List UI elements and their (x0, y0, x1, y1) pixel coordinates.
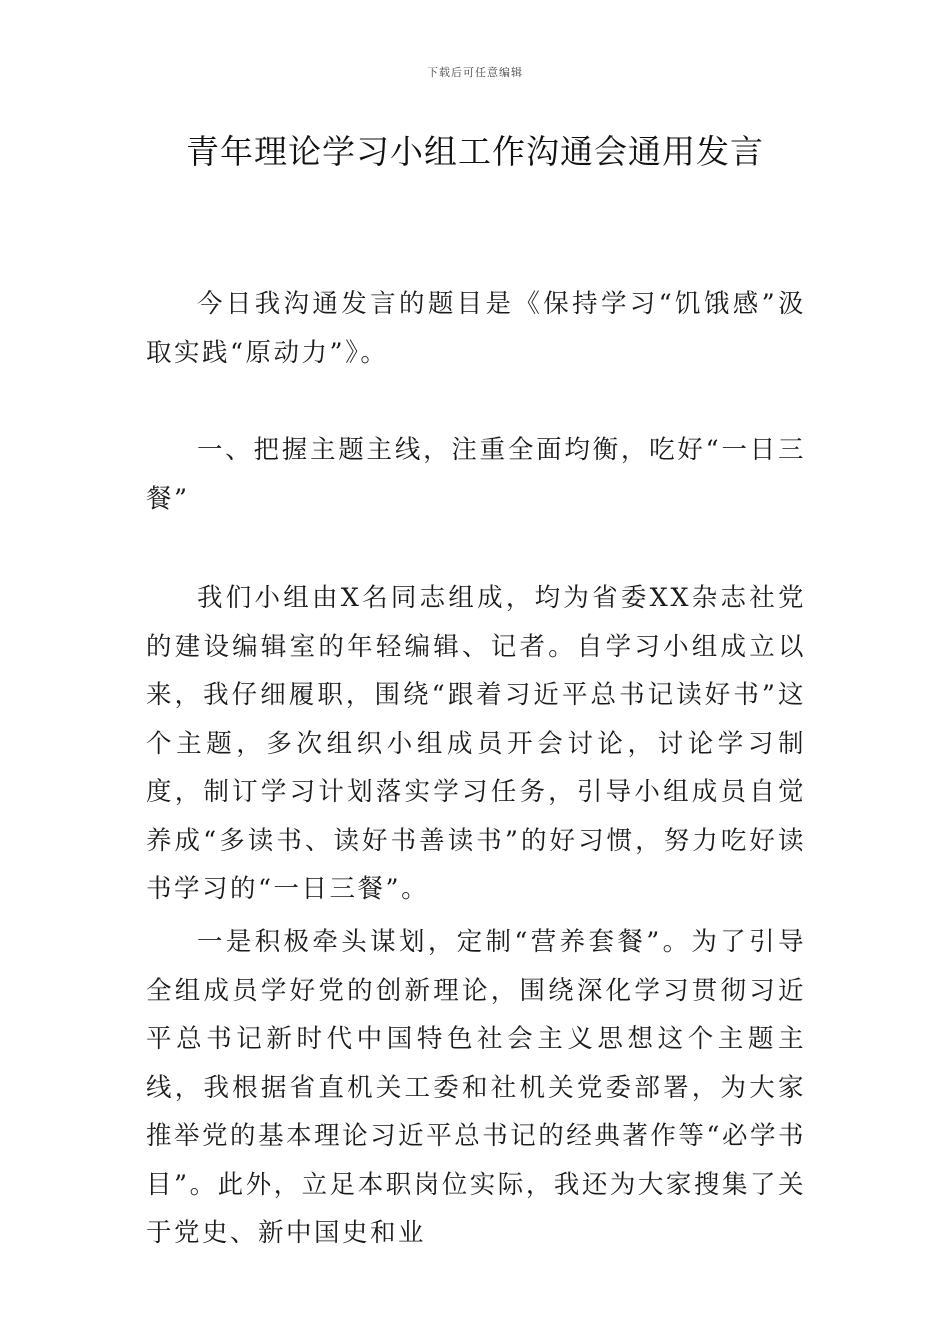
document-title: 青年理论学习小组工作沟通会通用发言 (186, 132, 764, 171)
paragraph-group-overview: 我们小组由X名同志组成，均为省委XX杂志社党的建设编辑室的年轻编辑、记者。自学习小组成立以来，我仔细履职，围绕“跟着习近平总书记读好书”这个主题，多次组织小组成员开会讨论，讨论学习制度，制订学习计划落实学习任务，引导小组成员自觉养成“多读书、读好书善读书”的好习惯，努力吃好读书学习的“一日三餐”。 (146, 583, 806, 904)
header-note: 下载后可任意编辑 (427, 66, 523, 79)
paragraph-intro: 今日我沟通发言的题目是《保持学习“饥饿感”汲取实践“原动力”》。 (146, 289, 806, 368)
paragraph-point-1: 一是积极牵头谋划，定制“营养套餐”。为了引导全组成员学好党的创新理论，围绕深化学习贯彻习近平总书记新时代中国特色社会主义思想这个主题主线，我根据省直机关工委和社机关党委部署，为大家推举党的基本理论习近平总书记的经典著作等“必学书目”。此外，立足本职岗位实际，我还为大家搜集了关于党史、新中国史和业 (146, 927, 806, 1248)
section-heading-1: 一、把握主题主线，注重全面均衡，吃好“一日三餐” (146, 435, 806, 514)
